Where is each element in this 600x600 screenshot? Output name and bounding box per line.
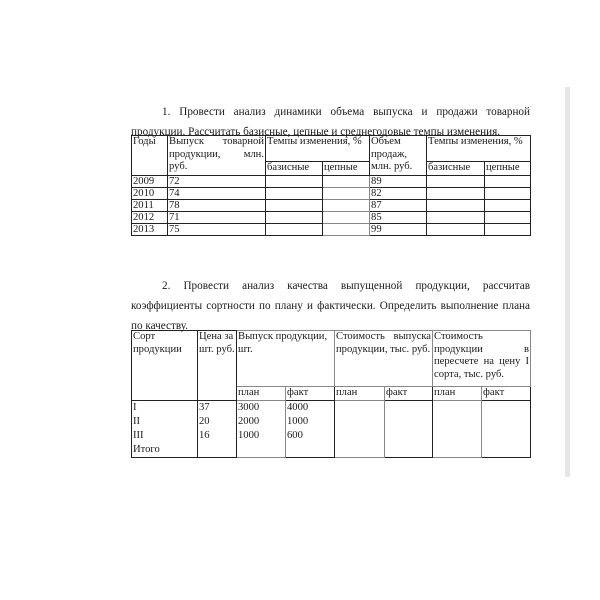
cell-sales-basic [427,187,485,199]
table-row [132,175,531,187]
cell-prices [198,400,237,457]
cell-sales-chain [485,187,531,199]
cell-output-basic [266,175,323,187]
table-body-row [132,400,531,457]
header-sales-basic: базисные [427,162,485,176]
cell-sales: 85 [370,211,427,223]
cell-sales-basic [427,199,485,211]
cell-sales-basic [427,211,485,223]
cell-output: 74 [168,187,266,199]
task-2-text: Провести анализ качества выпущенной продукции, рассчитав коэффициенты сортности по плану и фактически. Определить выполнение плана по качеству. [131,280,531,333]
cell-output-chain [323,175,370,187]
header-price: Цена за шт. руб. [198,331,237,401]
cell-output-chain [323,223,370,235]
cell-year: 2013 [132,223,168,235]
cell-output: 71 [168,211,266,223]
table-row [132,187,531,199]
cell-output: 72 [168,175,266,187]
cell-grades [132,400,198,457]
grade-I: I [133,401,137,413]
header-output-cost: Стоимость выпуска продукции, тыс. руб. [335,331,433,387]
plan-III: 1000 [238,429,260,441]
cell-recalc-fact [482,400,531,457]
header-qty-fact: факт [286,387,335,401]
header-sales: Объем продаж, млн. руб. [370,136,427,176]
fact-III: 600 [287,429,303,441]
header-recalc-fact: факт [482,387,531,401]
plan-II: 2000 [238,415,260,427]
quality-table [131,330,531,458]
cell-year: 2010 [132,187,168,199]
cell-sales-basic [427,175,485,187]
plan-I: 3000 [238,401,260,413]
fact-II: 1000 [287,415,309,427]
header-qty-plan: план [237,387,286,401]
cell-sales-chain [485,175,531,187]
cell-sales-chain [485,223,531,235]
cell-output: 75 [168,223,266,235]
cell-output-basic [266,187,323,199]
cell-output-chain [323,211,370,223]
price-II: 20 [199,415,210,427]
header-sales-rates: Темпы изменения, % [427,136,531,162]
dynamics-table [131,135,531,236]
cell-cost-plan [335,400,385,457]
cell-output-chain [323,187,370,199]
grade-III: III [133,429,144,441]
header-recalc-plan: план [433,387,482,401]
page-edge-shadow [565,87,570,477]
table-row [132,199,531,211]
cell-cost-fact [385,400,433,457]
cell-output-basic [266,223,323,235]
table-row [132,211,531,223]
header-output-rates: Темпы изменения, % [266,136,370,162]
header-year: Годы [132,136,168,176]
header-output: Выпуск товарной продукции, млн. руб. [168,136,266,176]
task-2-number: 2. [162,280,171,293]
cell-output-basic [266,211,323,223]
header-sales-chain: цепные [485,162,531,176]
cell-output-basic [266,199,323,211]
header-recalc-cost: Стоимость продукции в пересчете на цену I сорта, тыс. руб. [433,331,531,387]
fact-I: 4000 [287,401,309,413]
price-I: 37 [199,401,210,413]
task-2-paragraph [131,276,530,336]
cell-output-chain [323,199,370,211]
price-III: 16 [199,429,210,441]
header-cost-plan: план [335,387,385,401]
cell-recalc-plan [433,400,482,457]
grade-total: Итого [133,443,160,455]
table-row [132,223,531,235]
cell-sales: 99 [370,223,427,235]
cell-output: 78 [168,199,266,211]
cell-sales: 87 [370,199,427,211]
task-1-number: 1. [162,106,171,119]
cell-year: 2012 [132,211,168,223]
cell-year: 2011 [132,199,168,211]
header-output-qty: Выпуск продукции, шт. [237,331,335,387]
cell-sales-chain [485,211,531,223]
cell-plans [237,400,286,457]
header-output-basic: базисные [266,162,323,176]
grade-II: II [133,415,141,427]
cell-sales: 89 [370,175,427,187]
cell-sales-basic [427,223,485,235]
cell-sales-chain [485,199,531,211]
cell-sales: 82 [370,187,427,199]
header-output-chain: цепные [323,162,370,176]
header-grade: Сорт продукции [132,331,198,401]
cell-facts [286,400,335,457]
task-1-text: Провести анализ динамики объема выпуска и продажи товарной продукции. Рассчитать базисные, цепные и среднегодовые темпы изменения. [131,106,531,139]
cell-year: 2009 [132,175,168,187]
header-cost-fact: факт [385,387,433,401]
